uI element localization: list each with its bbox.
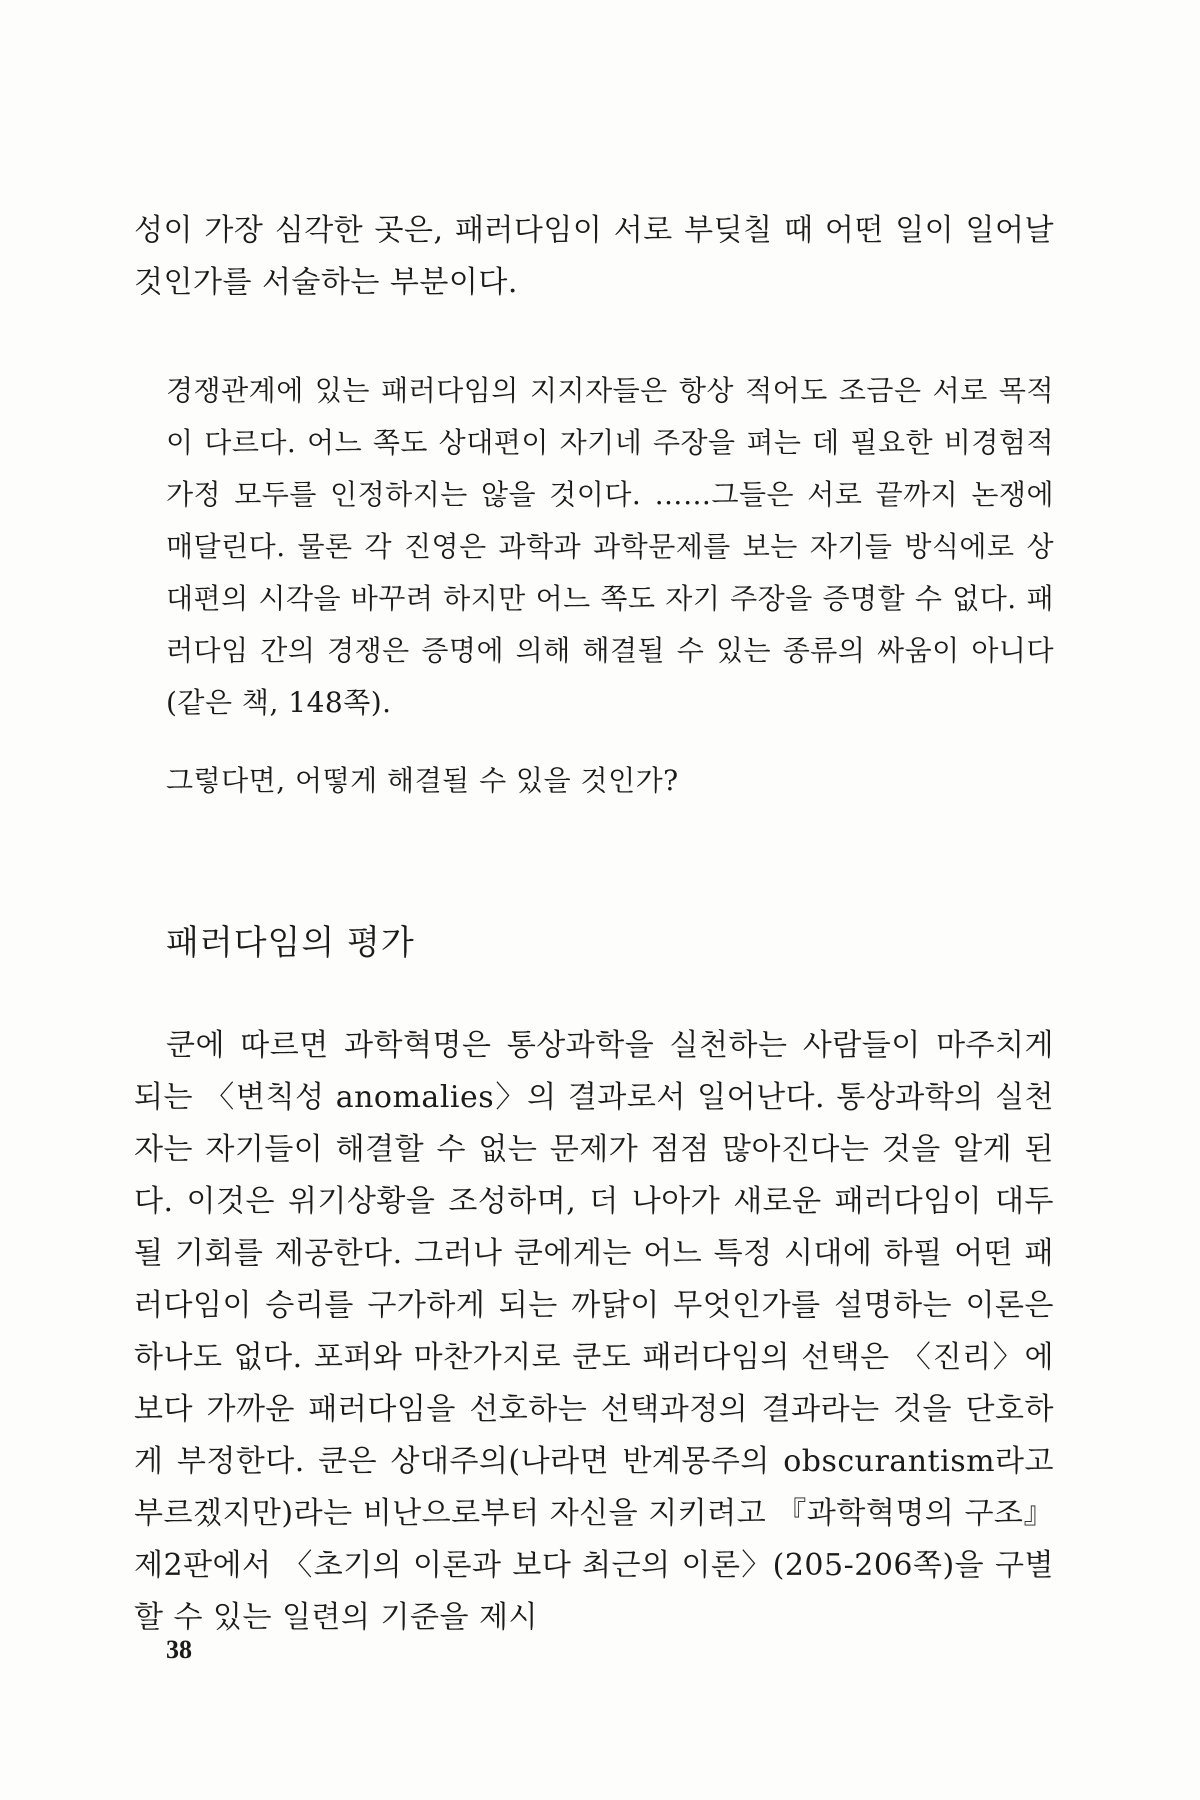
page-number: 38 <box>166 1635 192 1664</box>
block-quote: 경쟁관계에 있는 패러다임의 지지자들은 항상 적어도 조금은 서로 목적이 다르다. 어느 쪽도 상대편이 자기네 주장을 펴는 데 필요한 비경험적 가정 모두를 인정하지는 않을 것이다. ……그들은 서로 끝까지 논쟁에 매달린다. 물론 각 진영은 과학과 과학문제를 보는 자기들 방식에로 상대편의 시각을 바꾸려 하지만 어느 쪽도 자기 주장을 증명할 수 없다. 패러다임 간의 경쟁은 증명에 의해 해결될 수 있는 종류의 싸움이 아니다(같은 책, 148쪽). <box>166 374 1054 719</box>
section-heading: 패러다임의 평가 <box>166 923 415 963</box>
question-line: 그렇다면, 어떻게 해결될 수 있을 것인가? <box>166 764 679 797</box>
body-paragraph: 쿤에 따르면 과학혁명은 통상과학을 실천하는 사람들이 마주치게 되는 〈변칙성 anomalies〉의 결과로서 일어난다. 통상과학의 실천자는 자기들이 해결할 수 없는 문제가 점점 많아진다는 것을 알게 된다. 이것은 위기상황을 조성하며, 더 나아가 새로운 패러다임이 대두될 기회를 제공한다. 그러나 쿤에게는 어느 특정 시대에 하필 어떤 패러다임이 승리를 구가하게 되는 까닭이 무엇인가를 설명하는 이론은 하나도 없다. 포퍼와 마찬가지로 쿤도 패러다임의 선택은 〈진리〉에 보다 가까운 패러다임을 선호하는 선택과정의 결과라는 것을 단호하게 부정한다. 쿤은 상대주의(나라면 반계몽주의 obscurantism라고 부르겠지만)라는 비난으로부터 자신을 지키려고 『과학혁명의 구조』 제2판에서 〈초기의 이론과 보다 최근의 이론〉(205-206쪽)을 구별할 수 있는 일련의 기준을 제시 <box>134 1028 1054 1635</box>
intro-paragraph: 성이 가장 심각한 곳은, 패러다임이 서로 부딪칠 때 어떤 일이 일어날 것인가를 서술하는 부분이다. <box>134 213 1054 300</box>
